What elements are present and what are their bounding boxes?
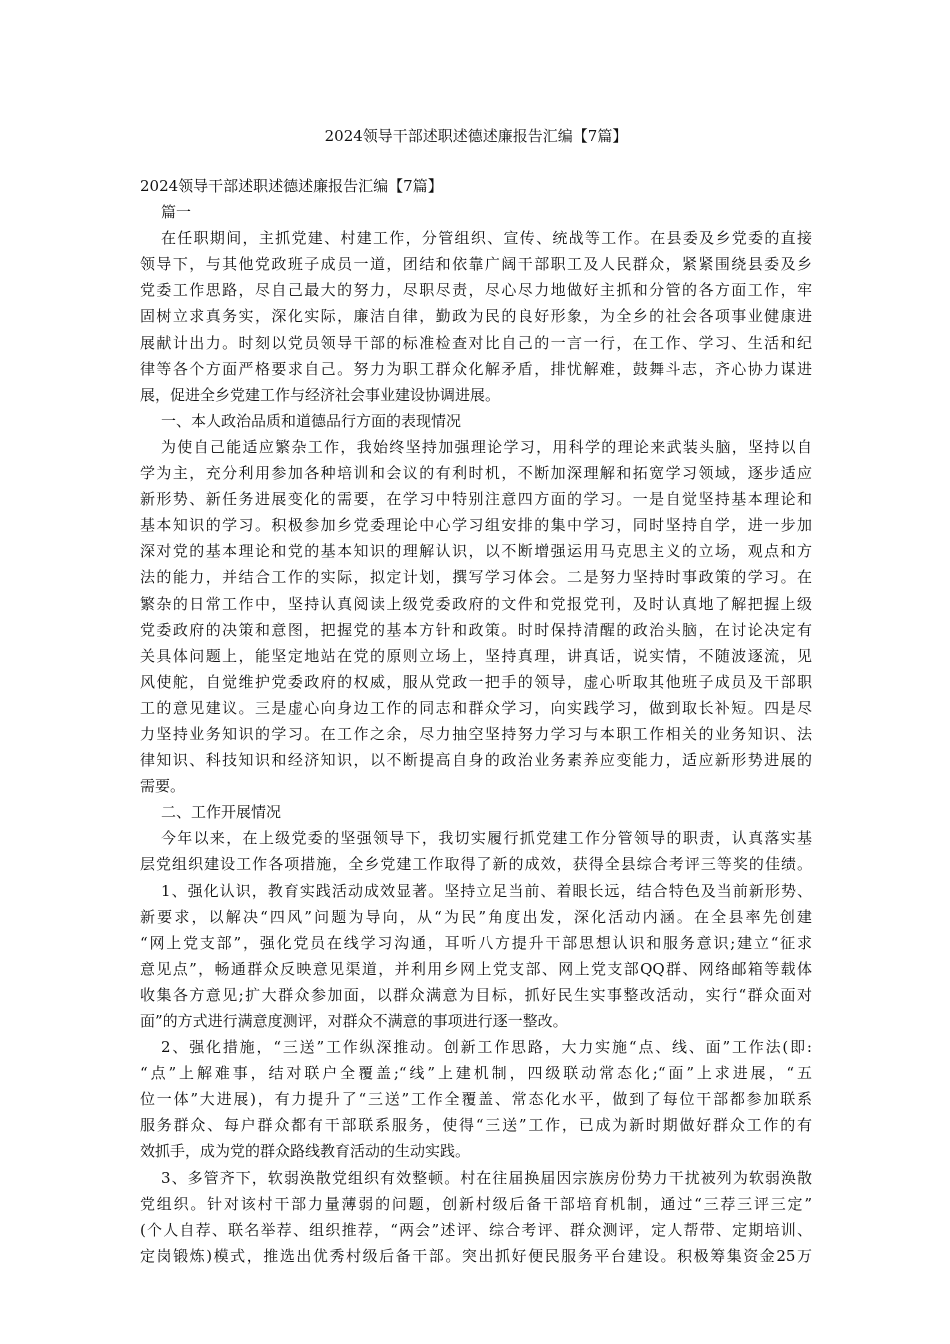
paragraph-line: 律等各个方面严格要求自己。努力为职工群众化解矛盾，排忧解难，鼓舞斗志，齐心协力谋进 [140, 359, 812, 378]
paragraph-line: 二、工作开展情况 [161, 803, 282, 822]
paragraph-line: 篇一 [161, 203, 192, 222]
paragraph-line: 学为主，充分利用参加各种培训和会议的有利时机，不断加深理解和拓宽学习领域，逐步适应 [140, 464, 812, 483]
paragraph-line: 展，促进全乡党建工作与经济社会事业建设协调进展。 [140, 385, 501, 404]
paragraph-line: 3、多管齐下，软弱涣散党组织有效整顿。村在往届换届因宗族房份势力干扰被列为软弱涣散 [161, 1168, 812, 1187]
paragraph-line: 基本知识的学习。积极参加乡党委理论中心学习组安排的集中学习，同时坚持自学，进一步加 [140, 516, 812, 535]
paragraph-line: 面”的方式进行满意度测评，对群众不满意的事项进行逐一整改。 [140, 1012, 568, 1030]
paragraph-line: 在任职期间，主抓党建、村建工作，分管组织、宣传、统战等工作。在县委及乡党委的直接 [161, 229, 812, 248]
paragraph-line: 工的意见建议。三是虚心向身边工作的同志和群众学习，向实践学习，做到取长补短。四是尽 [140, 698, 812, 717]
paragraph-line: 力坚持业务知识的学习。在工作之余，尽力抽空坚持努力学习与本职工作相关的业务知识、法 [140, 724, 812, 743]
paragraph-line: 需要。 [140, 777, 186, 796]
paragraph-line: 1、强化认识，教育实践活动成效显著。坚持立足当前、着眼长远，结合特色及当前新形势、 [161, 881, 812, 900]
paragraph-line: 一、本人政治品质和道德品行方面的表现情况 [161, 411, 462, 430]
paragraph-line: 繁杂的日常工作中，坚持认真阅读上级党委政府的文件和党报党刊，及时认真地了解把握上级 [140, 594, 812, 613]
paragraph-line: 为使自己能适应繁杂工作，我始终坚持加强理论学习，用科学的理论来武装头脑，坚持以自 [161, 437, 812, 456]
paragraph-line: 新要求，以解决“四风”问题为导向，从“为民”角度出发，深化活动内涵。在全县率先创建 [140, 907, 812, 926]
paragraph-line: 固树立求真务实，深化实际，廉洁自律，勤政为民的良好形象，为全乡的社会各项事业健康进 [140, 307, 812, 326]
paragraph-line: 今年以来，在上级党委的坚强领导下，我切实履行抓党建工作分管领导的职责，认真落实基 [161, 829, 812, 848]
paragraph-line: 位一体”大进展)，有力提升了“三送”工作全覆盖、常态化水平，做到了每位干部都参加联系 [140, 1090, 812, 1109]
paragraph-line: “网上党支部”，强化党员在线学习沟通，耳听八方提升干部思想认识和服务意识;建立“征求 [140, 933, 812, 952]
paragraph-line: 定岗锻炼)模式，推选出优秀村级后备干部。突出抓好便民服务平台建设。积极筹集资金25万 [140, 1246, 812, 1265]
paragraph-line: 效抓手，成为党的群众路线教育活动的生动实践。 [140, 1142, 471, 1161]
document-title: 2024领导干部述职述德述廉报告汇编【7篇】 [324, 127, 628, 145]
paragraph-line: 2024领导干部述职述德述廉报告汇编【7篇】 [140, 177, 443, 195]
paragraph-line: 意见点”，畅通群众反映意见渠道，并利用乡网上党支部、网上党支部QQ群、网络邮箱等载体 [140, 959, 812, 978]
paragraph-line: 党委工作思路，尽自己最大的努力，尽职尽责，尽心尽力地做好主抓和分管的各方面工作，牢 [140, 281, 812, 300]
paragraph-line: 党委政府的决策和意图，把握党的基本方针和政策。时时保持清醒的政治头脑，在讨论决定有 [140, 620, 812, 639]
paragraph-line: 展献计出力。时刻以党员领导干部的标准检查对比自己的一言一行，在工作、学习、生活和纪 [140, 333, 812, 352]
document-body [140, 173, 812, 1269]
paragraph-line: 法的能力，并结合工作的实际，拟定计划，撰写学习体会。二是努力坚持时事政策的学习。在 [140, 568, 812, 587]
paragraph-line: 深对党的基本理论和党的基本知识的理解认识，以不断增强运用马克思主义的立场，观点和方 [140, 542, 812, 561]
paragraph-line: 党组织。针对该村干部力量薄弱的问题，创新村级后备干部培育机制，通过“三荐三评三定” [140, 1194, 812, 1213]
paragraph-line: 关具体问题上，能坚定地站在党的原则立场上，坚持真理，讲真话，说实情，不随波逐流，见 [140, 646, 812, 665]
paragraph-line: “点”上解难事，结对联户全覆盖;“线”上建机制，四级联动常态化;“面”上求进展，“五 [140, 1064, 812, 1083]
paragraph-line: 层党组织建设工作各项措施，全乡党建工作取得了新的成效，获得全县综合考评三等奖的佳绩。 [140, 855, 812, 874]
paragraph-line: 领导下，与其他党政班子成员一道，团结和依靠广阔干部职工及人民群众，紧紧围绕县委及乡 [140, 255, 812, 274]
paragraph-line: 收集各方意见;扩大群众参加面，以群众满意为目标，抓好民生实事整改活动，实行“群众面对 [140, 985, 812, 1004]
paragraph-line: 律知识、科技知识和经济知识，以不断提高自身的政治业务素养应变能力，适应新形势进展的 [140, 751, 812, 770]
paragraph-line: (个人自荐、联名举荐、组织推荐，“两会”述评、综合考评、群众测评，定人帮带、定期培训、 [140, 1220, 812, 1239]
paragraph-line: 服务群众、每户群众都有干部联系服务，使得“三送”工作，已成为新时期做好群众工作的有 [140, 1116, 812, 1135]
paragraph-line: 2、强化措施，“三送”工作纵深推动。创新工作思路，大力实施“点、线、面”工作法(即: [161, 1038, 812, 1057]
paragraph-line: 新形势、新任务进展变化的需要，在学习中特别注意四方面的学习。一是自觉坚持基本理论和 [140, 490, 812, 509]
paragraph-line: 风使舵，自觉维护党委政府的权威，服从党政一把手的领导，虚心听取其他班子成员及干部职 [140, 672, 812, 691]
